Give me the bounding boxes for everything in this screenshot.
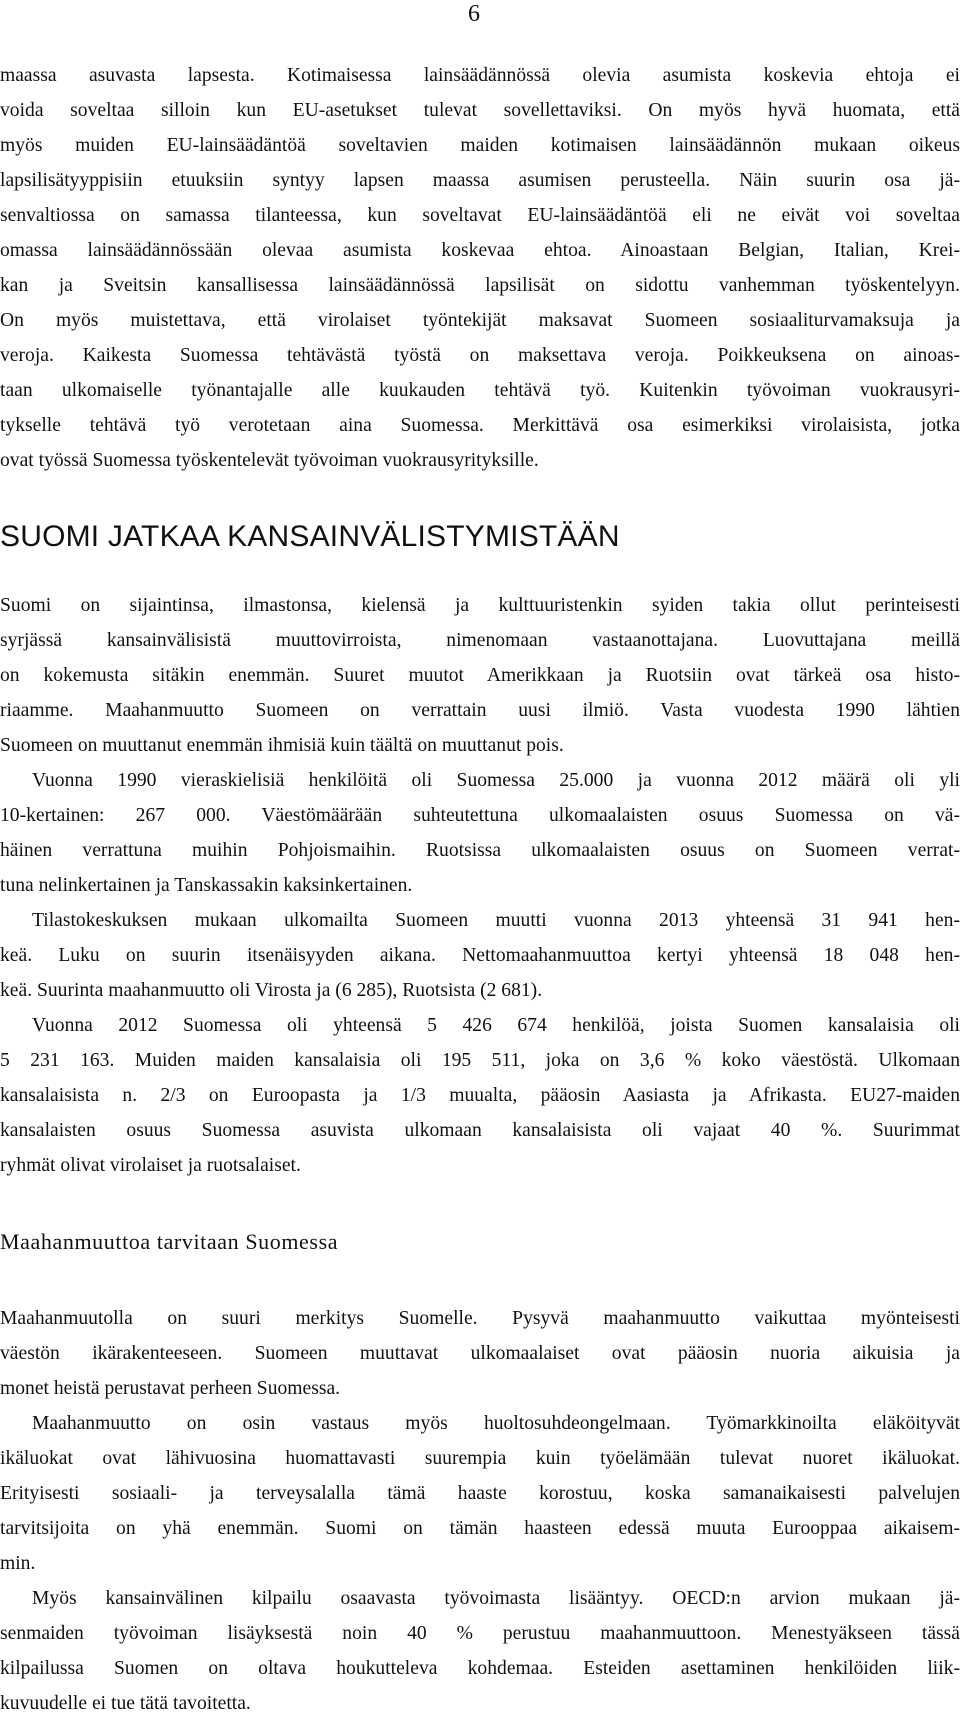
text-line: 10-kertainen: 267 000. Väestömäärään suhteutettuna ulkomaalaisten osuus Suomessa on vä- [0, 805, 960, 826]
text-line: kan ja Sveitsin kansallisessa lainsäädännössä lapsilisät on sidottu vanhemman työskentelyyn. [0, 275, 960, 296]
text-line: Maahanmuutolla on suuri merkitys Suomelle. Pysyvä maahanmuutto vaikuttaa myönteisesti [0, 1308, 960, 1329]
section-maahanmuutto [0, 1301, 960, 1721]
text-line: lapsilisätyyppisiin etuuksiin syntyy lapsen maassa asumisen perusteella. Näin suurin osa jä- [0, 170, 960, 191]
text-line: tuna nelinkertainen ja Tanskassakin kaksinkertainen. [0, 875, 413, 896]
text-line: ryhmät olivat virolaiset ja ruotsalaiset. [0, 1155, 301, 1176]
text-line: ovat työssä Suomessa työskentelevät työvoiman vuokrausyrityksille. [0, 450, 539, 471]
text-line: riaamme. Maahanmuutto Suomeen on verrattain uusi ilmiö. Vasta vuodesta 1990 lähtien [0, 700, 960, 721]
text-line: myös muiden EU-lainsäädäntöä soveltavien maiden kotimaisen lainsäädännön mukaan oikeus [0, 135, 960, 156]
text-line: voida soveltaa silloin kun EU-asetukset tulevat sovellettaviksi. On myös hyvä huomata, että [0, 100, 960, 121]
text-line: väestön ikärakenteeseen. Suomeen muuttavat ulkomaalaiset ovat pääosin nuoria aikuisia ja [0, 1343, 960, 1364]
text-line: Suomi on sijaintinsa, ilmastonsa, kielensä ja kulttuuristenkin syiden takia ollut perinteisesti [0, 595, 960, 616]
subsection-heading: Maahanmuuttoa tarvitaan Suomessa [0, 1229, 339, 1254]
paragraph-lapsilisat [0, 58, 960, 478]
text-line: On myös muistettava, että virolaiset työntekijät maksavat Suomeen sosiaaliturvamaksuja ja [0, 310, 960, 331]
section-kansainvalistyminen [0, 588, 960, 1183]
text-line: kansalaisista n. 2/3 on Euroopasta ja 1/3 muualta, pääosin Aasiasta ja Afrikasta. EU27-maiden [0, 1085, 960, 1106]
text-line: Vuonna 2012 Suomessa oli yhteensä 5 426 674 henkilöä, joista Suomen kansalaisia oli [32, 1015, 960, 1036]
text-line: taan ulkomaiselle työnantajalle alle kuukauden tehtävä työ. Kuitenkin työvoiman vuokrausyri- [0, 380, 960, 401]
text-line: ikäluokat ovat lähivuosina huomattavasti suurempia kuin työelämään tulevat nuoret ikäluokat. [0, 1448, 960, 1469]
text-line: tarvitsijoita on yhä enemmän. Suomi on tämän haasteen edessä muuta Eurooppaa aikaisem- [0, 1518, 960, 1539]
text-line: Suomeen on muuttanut enemmän ihmisiä kuin täältä on muuttanut pois. [0, 735, 564, 756]
text-line: Myös kansainvälinen kilpailu osaavasta työvoimasta lisääntyy. OECD:n arvion mukaan jä- [32, 1588, 960, 1609]
text-line: senvaltiossa on samassa tilanteessa, kun soveltavat EU-lainsäädäntöä eli ne eivät voi soveltaa [0, 205, 960, 226]
text-line: omassa lainsäädännössään olevaa asumista koskevaa ehtoa. Ainoastaan Belgian, Italian, Krei- [0, 240, 960, 261]
text-line: senmaiden työvoiman lisäyksestä noin 40 % perustuu maahanmuuttoon. Menestyäkseen tässä [0, 1623, 960, 1644]
text-line: min. [0, 1553, 36, 1574]
page-number: 6 [468, 1, 480, 27]
text-line: Erityisesti sosiaali- ja terveysalalla tämä haaste korostuu, koska samanaikaisesti palvelujen [0, 1483, 960, 1504]
text-line: häinen verrattuna muihin Pohjoismaihin. Ruotsissa ulkomaalaisten osuus on Suomeen verrat- [0, 840, 960, 861]
text-line: veroja. Kaikesta Suomessa tehtävästä työstä on maksettava veroja. Poikkeuksena on ainoas- [0, 345, 960, 366]
text-line: Tilastokeskuksen mukaan ulkomailta Suomeen muutti vuonna 2013 yhteensä 31 941 hen- [32, 910, 960, 931]
text-line: keä. Luku on suurin itsenäisyyden aikana. Nettomaahanmuuttoa kertyi yhteensä 18 048 hen- [0, 945, 960, 966]
text-line: syrjässä kansainvälisistä muuttovirroista, nimenomaan vastaanottajana. Luovuttajana meillä [0, 630, 960, 651]
text-line: keä. Suurinta maahanmuutto oli Virosta ja (6 285), Ruotsista (2 681). [0, 980, 543, 1001]
text-line: Vuonna 1990 vieraskielisiä henkilöitä oli Suomessa 25.000 ja vuonna 2012 määrä oli yli [32, 770, 960, 791]
text-line: Maahanmuutto on osin vastaus myös huoltosuhdeongelmaan. Työmarkkinoilta eläköityvät [32, 1413, 960, 1434]
text-line: kansalaisten osuus Suomessa asuvista ulkomaan kansalaisista oli vajaat 40 %. Suurimmat [0, 1120, 960, 1141]
text-line: on kokemusta sitäkin enemmän. Suuret muutot Amerikkaan ja Ruotsiin ovat tärkeä osa histo- [0, 665, 960, 686]
text-line: kuvuudelle ei tue tätä tavoitetta. [0, 1693, 251, 1714]
text-line: monet heistä perustavat perheen Suomessa. [0, 1378, 341, 1399]
text-line: maassa asuvasta lapsesta. Kotimaisessa lainsäädännössä olevia asumista koskevia ehtoja ei [0, 65, 960, 86]
text-line: 5 231 163. Muiden maiden kansalaisia oli 195 511, joka on 3,6 % koko väestöstä. Ulkomaan [0, 1050, 960, 1071]
section-heading: SUOMI JATKAA KANSAINVÄLISTYMISTÄÄN [0, 520, 620, 553]
text-line: tykselle tehtävä työ verotetaan aina Suomessa. Merkittävä osa esimerkiksi virolaisista, jotka [0, 415, 960, 436]
text-line: kilpailussa Suomen on oltava houkutteleva kohdemaa. Esteiden asettaminen henkilöiden liik- [0, 1658, 960, 1679]
